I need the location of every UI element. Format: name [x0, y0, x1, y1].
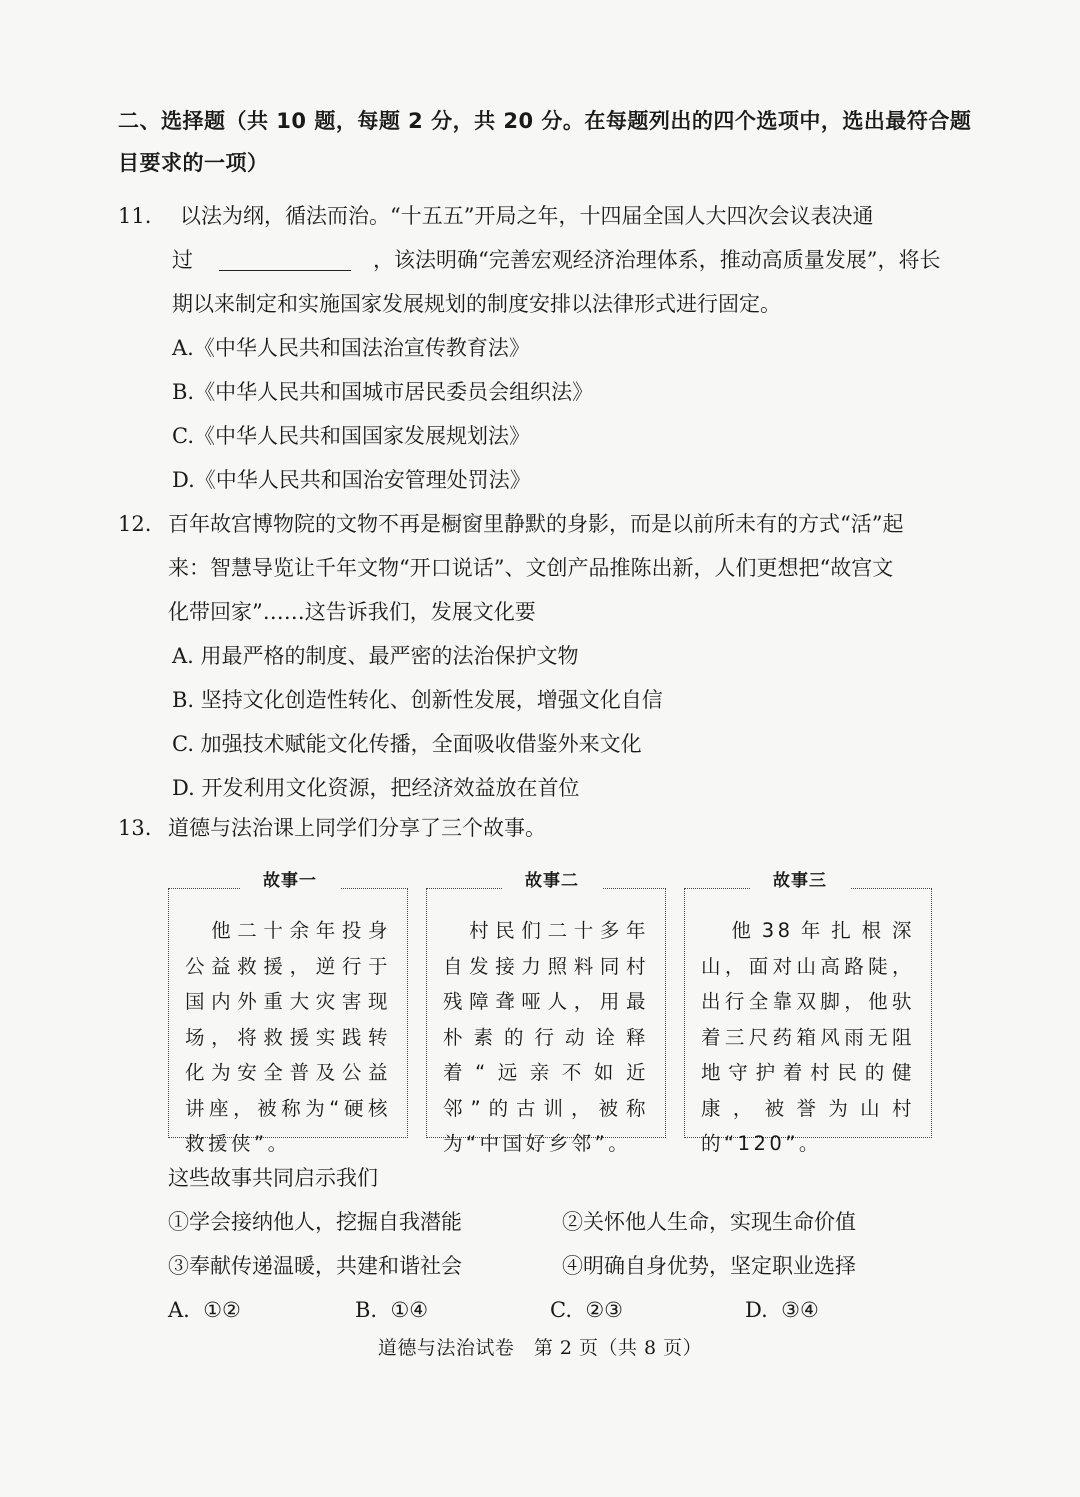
statement-1: ①学会接纳他人，挖掘自我潜能	[168, 1210, 462, 1234]
question-text-line-1: 百年故宫博物院的文物不再是橱窗里静默的身影，而是以前所未有的方式“活”起	[168, 512, 904, 536]
section-header	[118, 100, 978, 184]
option-a: A.《中华人民共和国法治宣传教育法》	[172, 336, 530, 360]
question-text-line-2	[172, 238, 940, 282]
question-text-line-3: 期以来制定和实施国家发展规划的制度安排以法律形式进行固定。	[172, 292, 781, 316]
option-a: A. ①②	[168, 1298, 241, 1322]
story-box-2: 村民们二十多年自发接力照料同村残障聋哑人，用最朴素的行动诠释着“远亲不如近邻”的古训，被称为“中国好乡邻”。	[426, 888, 666, 1138]
option-a: A. 用最严格的制度、最严密的法治保护文物	[172, 644, 579, 668]
option-d: D.《中华人民共和国治安管理处罚法》	[172, 468, 531, 492]
question-prompt: 这些故事共同启示我们	[168, 1166, 378, 1190]
page-footer: 道德与法治试卷 第 2 页（共 8 页）	[377, 1337, 703, 1359]
question-text-line-3: 化带回家”……这告诉我们，发展文化要	[168, 600, 536, 624]
question-text-line-1: 以法为纲，循法而治。“十五五”开局之年，十四届全国人大四次会议表决通	[180, 204, 874, 228]
option-d: D. 开发利用文化资源，把经济效益放在首位	[172, 776, 580, 800]
question-number: 13.	[118, 816, 152, 840]
story-box-1: 他二十余年投身公益救援，逆行于国内外重大灾害现场，将救援实践转化为安全普及公益讲座，被称为“硬核救援侠”。	[168, 888, 408, 1138]
option-d: D. ③④	[745, 1298, 819, 1322]
question-text-line-2: 来：智慧导览让千年文物“开口说话”、文创产品推陈出新，人们更想把“故宫文	[168, 556, 894, 580]
section-header-line-1: 二、选择题（共 10 题，每题 2 分，共 20 分。在每题列出的四个选项中，选出最符合题	[118, 109, 972, 133]
option-c: C. ②③	[550, 1298, 623, 1322]
story-title-2: 故事二	[502, 866, 602, 896]
story-title-1: 故事一	[240, 866, 340, 896]
answer-blank	[219, 269, 351, 271]
question-number: 12.	[118, 512, 152, 536]
statement-3: ③奉献传递温暖，共建和谐社会	[168, 1254, 462, 1278]
option-b: B.《中华人民共和国城市居民委员会组织法》	[172, 380, 594, 404]
question-text-line-2-pre: 过	[172, 248, 193, 272]
option-c: C.《中华人民共和国国家发展规划法》	[172, 424, 530, 448]
question-stem: 道德与法治课上同学们分享了三个故事。	[168, 816, 546, 840]
statement-2: ②关怀他人生命，实现生命价值	[562, 1210, 856, 1234]
question-text-line-2-post: ，该法明确“完善宏观经济治理体系，推动高质量发展”，将长	[373, 248, 941, 272]
option-b: B. ①④	[355, 1298, 429, 1322]
option-b: B. 坚持文化创造性转化、创新性发展，增强文化自信	[172, 688, 663, 712]
option-c: C. 加强技术赋能文化传播，全面吸收借鉴外来文化	[172, 732, 642, 756]
story-title-3: 故事三	[750, 866, 850, 896]
statement-4: ④明确自身优势，坚定职业选择	[562, 1254, 856, 1278]
question-number: 11.	[118, 204, 152, 228]
story-box-3: 他38年扎根深山，面对山高路陡，出行全靠双脚，他驮着三尺药箱风雨无阻地守护着村民的健康，被誉为山村的“120”。	[684, 888, 932, 1138]
section-header-line-2: 目要求的一项）	[118, 151, 269, 175]
